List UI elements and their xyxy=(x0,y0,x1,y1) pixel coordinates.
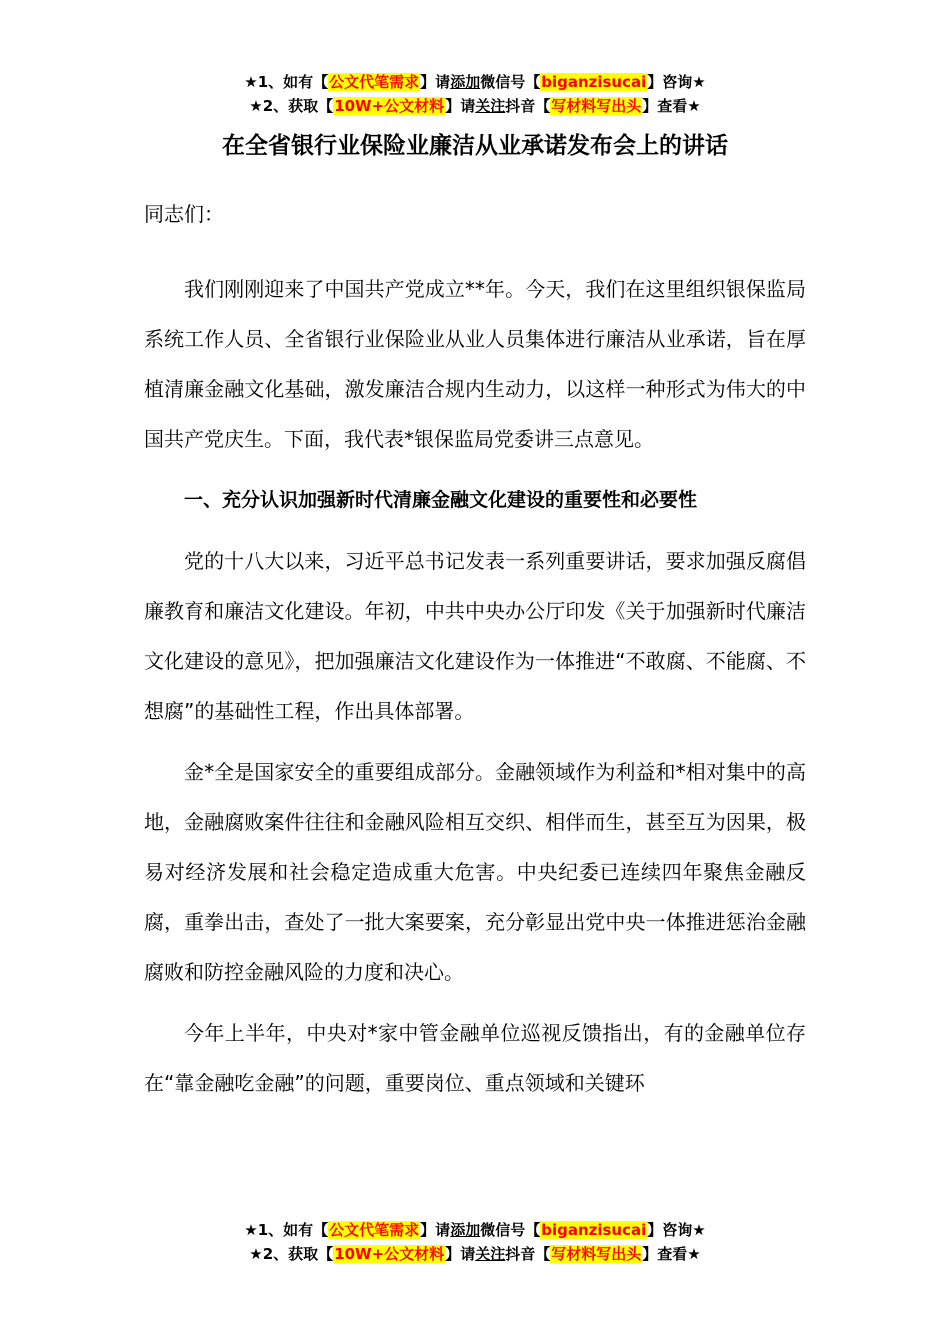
banner-text: 】咨询★ xyxy=(647,1221,706,1239)
greeting: 同志们： xyxy=(144,202,224,226)
banner-text: 微信号【 xyxy=(480,1221,541,1239)
banner-text: 】查看★ xyxy=(642,97,701,115)
banner-highlight: 写材料写出头 xyxy=(551,1245,642,1263)
banner-underlined: 关注 xyxy=(475,97,506,115)
banner-text: 】咨询★ xyxy=(647,73,706,91)
banner-underlined: 添加 xyxy=(450,1221,481,1239)
banner-text: ★2、获取【 xyxy=(249,97,334,115)
document-title: 在全省银行业保险业廉洁从业承诺发布会上的讲话 xyxy=(222,133,728,159)
banner-highlight: 10W+公文材料 xyxy=(334,1245,445,1263)
banner-highlight: 公文代笔需求 xyxy=(329,1221,420,1239)
header-banner xyxy=(0,70,950,118)
paragraph: 金*全是国家安全的重要组成部分。金融领域作为利益和*相对集中的高地，金融腐败案件往往和金融风险相互交织、相伴而生，甚至互为因果，极易对经济发展和社会稳定造成重大危害。中央纪委已连续四年聚焦金融反腐，重拳出击，查处了一批大案要案，充分彰显出党中央一体推进惩治金融腐败和防控金融风险的力度和决心。 xyxy=(144,760,806,984)
section-heading: 一、充分认识加强新时代清廉金融文化建设的重要性和必要性 xyxy=(184,489,698,511)
banner-text: 微信号【 xyxy=(480,73,541,91)
banner-underlined: 添加 xyxy=(450,73,481,91)
banner-line-2 xyxy=(0,94,950,118)
banner-text: 】查看★ xyxy=(642,1245,701,1263)
banner-line-1 xyxy=(0,1218,950,1242)
banner-line-1 xyxy=(0,70,950,94)
banner-highlight: 写材料写出头 xyxy=(551,97,642,115)
footer-banner xyxy=(0,1218,950,1266)
banner-highlight: 公文代笔需求 xyxy=(329,73,420,91)
document-body xyxy=(144,189,806,1119)
banner-text: ★2、获取【 xyxy=(249,1245,334,1263)
paragraph: 今年上半年，中央对*家中管金融单位巡视反馈指出，有的金融单位存在“靠金融吃金融”的问题，重要岗位、重点领域和关键环 xyxy=(144,1021,806,1095)
banner-text: 】请 xyxy=(445,97,476,115)
banner-underlined: 关注 xyxy=(475,1245,506,1263)
banner-text: 】请 xyxy=(420,1221,451,1239)
paragraph: 我们刚刚迎来了中国共产党成立**年。今天，我们在这里组织银保监局系统工作人员、全省银行业保险业从业人员集体进行廉洁从业承诺，旨在厚植清廉金融文化基础，激发廉洁合规内生动力，以这样一种形式为伟大的中国共产党庆生。下面，我代表*银保监局党委讲三点意见。 xyxy=(144,277,806,451)
banner-text: ★1、如有【 xyxy=(244,73,329,91)
banner-highlight: 10W+公文材料 xyxy=(334,97,445,115)
paragraph: 党的十八大以来，习近平总书记发表一系列重要讲话，要求加强反腐倡廉教育和廉洁文化建设。年初，中共中央办公厅印发《关于加强新时代廉洁文化建设的意见》，把加强廉洁文化建设作为一体推进“不敢腐、不能腐、不想腐”的基础性工程，作出具体部署。 xyxy=(144,549,806,723)
banner-highlight: biganzisucai xyxy=(541,73,647,91)
banner-text: ★1、如有【 xyxy=(244,1221,329,1239)
banner-text: 抖音【 xyxy=(505,97,551,115)
banner-line-2 xyxy=(0,1242,950,1266)
banner-text: 】请 xyxy=(445,1245,476,1263)
banner-highlight: biganzisucai xyxy=(541,1221,647,1239)
banner-text: 】请 xyxy=(420,73,451,91)
banner-text: 抖音【 xyxy=(505,1245,551,1263)
